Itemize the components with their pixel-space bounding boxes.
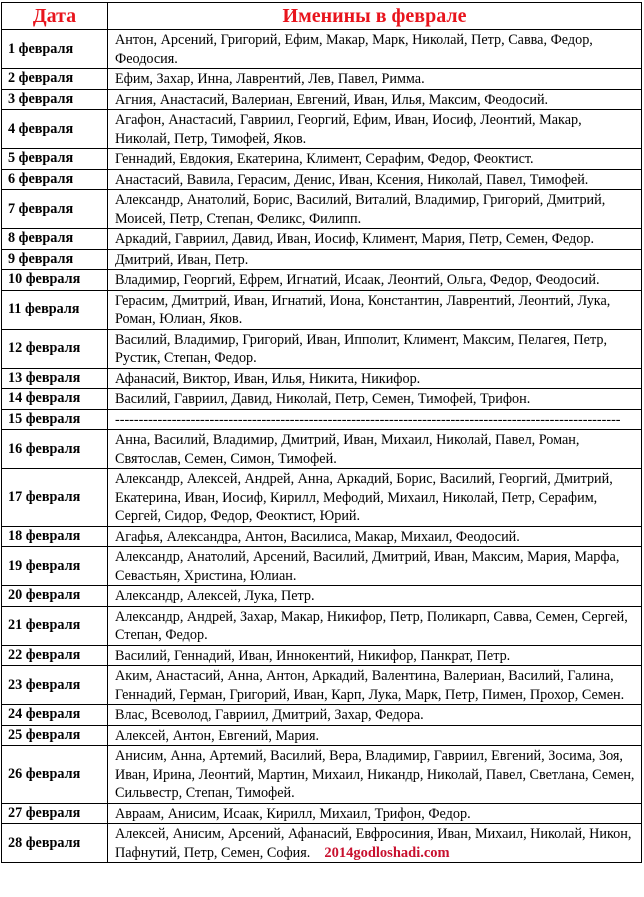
names-text: Алексей, Анисим, Арсений, Афанасий, Евфросиния, Иван, Михаил, Николай, Никон, Пафнутий, Петр, Семен, София. — [115, 826, 632, 861]
table-row — [2, 803, 642, 824]
date-cell: 13 февраля — [2, 368, 108, 389]
date-cell: 5 февраля — [2, 149, 108, 170]
date-cell: 26 февраля — [2, 746, 108, 804]
table-row — [2, 645, 642, 666]
names-text: Дмитрий, Иван, Петр. — [115, 251, 249, 268]
names-cell — [108, 526, 642, 547]
header-row — [2, 3, 642, 30]
names-text: Алексей, Антон, Евгений, Мария. — [115, 727, 320, 744]
date-cell: 6 февраля — [2, 169, 108, 190]
names-cell — [108, 329, 642, 368]
names-text: Авраам, Анисим, Исаак, Кирилл, Михаил, Трифон, Федор. — [115, 805, 471, 822]
names-cell — [108, 190, 642, 229]
table-row — [2, 746, 642, 804]
table-row — [2, 606, 642, 645]
names-cell — [108, 30, 642, 69]
date-cell: 7 февраля — [2, 190, 108, 229]
table-row — [2, 169, 642, 190]
names-cell — [108, 409, 642, 430]
names-cell — [108, 803, 642, 824]
names-text: Герасим, Дмитрий, Иван, Игнатий, Иона, Константин, Лаврентий, Леонтий, Лука, Роман, Юлиан, Яков. — [115, 292, 611, 327]
date-cell: 28 февраля — [2, 824, 108, 863]
table-row — [2, 69, 642, 90]
table-row — [2, 705, 642, 726]
names-cell — [108, 705, 642, 726]
names-cell — [108, 149, 642, 170]
names-text: ----------------------------------------------------------------------------------------------------------- — [115, 411, 621, 428]
names-cell — [108, 229, 642, 250]
names-text: Влас, Всеволод, Гавриил, Дмитрий, Захар, Федора. — [115, 707, 424, 723]
site-watermark: 2014godloshadi.com — [324, 844, 450, 861]
table-row — [2, 89, 642, 110]
table-row — [2, 430, 642, 469]
names-text: Аркадий, Гавриил, Давид, Иван, Иосиф, Климент, Мария, Петр, Семен, Федор. — [115, 231, 595, 247]
table-row — [2, 190, 642, 229]
names-text: Антон, Арсений, Григорий, Ефим, Макар, Марк, Николай, Петр, Савва, Федор, Феодосия. — [115, 32, 593, 67]
table-row — [2, 249, 642, 270]
date-cell: 24 февраля — [2, 705, 108, 726]
date-cell: 8 февраля — [2, 229, 108, 250]
names-cell — [108, 89, 642, 110]
names-column-header: Именины в феврале — [108, 3, 642, 30]
table-row — [2, 409, 642, 430]
date-cell: 14 февраля — [2, 389, 108, 410]
names-text: Василий, Владимир, Григорий, Иван, Ипполит, Климент, Максим, Пелагея, Петр, Рустик, Степан, Федор. — [115, 331, 607, 366]
names-text: Александр, Анатолий, Арсений, Василий, Дмитрий, Иван, Максим, Мария, Марфа, Севастьян, Христина, Юлиан. — [115, 549, 620, 584]
names-cell — [108, 169, 642, 190]
names-cell — [108, 666, 642, 705]
date-cell: 22 февраля — [2, 645, 108, 666]
table-row — [2, 368, 642, 389]
names-cell — [108, 110, 642, 149]
table-row — [2, 110, 642, 149]
names-cell — [108, 645, 642, 666]
names-text: Ефим, Захар, Инна, Лаврентий, Лев, Павел, Римма. — [115, 71, 425, 87]
names-text: Анастасий, Вавила, Герасим, Денис, Иван, Ксения, Николай, Павел, Тимофей. — [115, 171, 589, 188]
date-cell: 1 февраля — [2, 30, 108, 69]
names-text: Василий, Геннадий, Иван, Иннокентий, Никифор, Панкрат, Петр. — [115, 647, 511, 664]
names-cell — [108, 725, 642, 746]
date-cell: 4 февраля — [2, 110, 108, 149]
table-row — [2, 290, 642, 329]
date-cell: 19 февраля — [2, 547, 108, 586]
names-cell — [108, 368, 642, 389]
names-cell — [108, 249, 642, 270]
names-text: Агафон, Анастасий, Гавриил, Георгий, Ефим, Иван, Иосиф, Леонтий, Макар, Николай, Петр, Тимофей, Яков. — [115, 112, 582, 147]
names-cell — [108, 586, 642, 607]
names-cell — [108, 430, 642, 469]
table-row — [2, 469, 642, 527]
date-cell: 20 февраля — [2, 586, 108, 607]
names-cell — [108, 270, 642, 291]
date-cell: 16 февраля — [2, 430, 108, 469]
table-row — [2, 586, 642, 607]
date-cell: 9 февраля — [2, 249, 108, 270]
names-cell — [108, 746, 642, 804]
date-cell: 18 февраля — [2, 526, 108, 547]
names-cell — [108, 824, 642, 863]
date-cell: 21 февраля — [2, 606, 108, 645]
date-cell: 3 февраля — [2, 89, 108, 110]
table-row — [2, 389, 642, 410]
date-cell: 2 февраля — [2, 69, 108, 90]
names-text: Агния, Анастасий, Валериан, Евгений, Иван, Илья, Максим, Феодосий. — [115, 91, 549, 108]
date-column-header: Дата — [2, 3, 108, 30]
names-text: Александр, Алексей, Лука, Петр. — [115, 588, 315, 604]
table-row — [2, 526, 642, 547]
date-cell: 17 февраля — [2, 469, 108, 527]
date-cell: 11 февраля — [2, 290, 108, 329]
name-days-table — [1, 2, 642, 863]
table-row — [2, 270, 642, 291]
names-text: Анисим, Анна, Артемий, Василий, Вера, Владимир, Гавриил, Евгений, Зосима, Зоя, Иван, Ирина, Леонтий, Мартин, Михаил, Никандр, Николай, Павел, Светлана, Семен, Сильвестр, Степан, Тимофей. — [115, 748, 635, 801]
table-row — [2, 824, 642, 863]
names-text: Василий, Гавриил, Давид, Николай, Петр, Семен, Тимофей, Трифон. — [115, 391, 531, 407]
date-cell: 15 февраля — [2, 409, 108, 430]
names-text: Афанасий, Виктор, Иван, Илья, Никита, Никифор. — [115, 370, 421, 387]
names-text: Александр, Алексей, Андрей, Анна, Аркадий, Борис, Василий, Георгий, Дмитрий, Екатерина, Иван, Иосиф, Кирилл, Мефодий, Михаил, Николай, Петр, Серафим, Сергей, Сидор, Федор, Феоктист, Юрий. — [115, 471, 613, 524]
table-row — [2, 329, 642, 368]
names-cell — [108, 69, 642, 90]
date-cell: 10 февраля — [2, 270, 108, 291]
names-text: Анна, Василий, Владимир, Дмитрий, Иван, Михаил, Николай, Павел, Роман, Святослав, Семен, Симон, Тимофей. — [115, 432, 580, 467]
table-row — [2, 725, 642, 746]
date-cell: 23 февраля — [2, 666, 108, 705]
names-cell — [108, 469, 642, 527]
table-row — [2, 229, 642, 250]
table-row — [2, 149, 642, 170]
date-cell: 27 февраля — [2, 803, 108, 824]
names-cell — [108, 290, 642, 329]
names-cell — [108, 547, 642, 586]
names-text: Аким, Анастасий, Анна, Антон, Аркадий, Валентина, Валериан, Василий, Галина, Геннадий, Герман, Григорий, Иван, Карп, Лука, Марк, Петр, Пимен, Прохор, Семен. — [115, 668, 625, 703]
table-row — [2, 30, 642, 69]
names-text: Владимир, Георгий, Ефрем, Игнатий, Исаак, Леонтий, Ольга, Федор, Феодосий. — [115, 272, 600, 288]
date-cell: 12 февраля — [2, 329, 108, 368]
names-cell — [108, 389, 642, 410]
date-cell: 25 февраля — [2, 725, 108, 746]
names-text: Агафья, Александра, Антон, Василиса, Макар, Михаил, Феодосий. — [115, 528, 520, 545]
names-text: Александр, Анатолий, Борис, Василий, Виталий, Владимир, Григорий, Дмитрий, Моисей, Петр, Степан, Феликс, Филипп. — [115, 192, 606, 227]
names-text: Александр, Андрей, Захар, Макар, Никифор, Петр, Поликарп, Савва, Семен, Сергей, Степан, Федор. — [115, 608, 628, 643]
table-row — [2, 666, 642, 705]
names-cell — [108, 606, 642, 645]
names-text: Геннадий, Евдокия, Екатерина, Климент, Серафим, Федор, Феоктист. — [115, 151, 534, 167]
table-row — [2, 547, 642, 586]
